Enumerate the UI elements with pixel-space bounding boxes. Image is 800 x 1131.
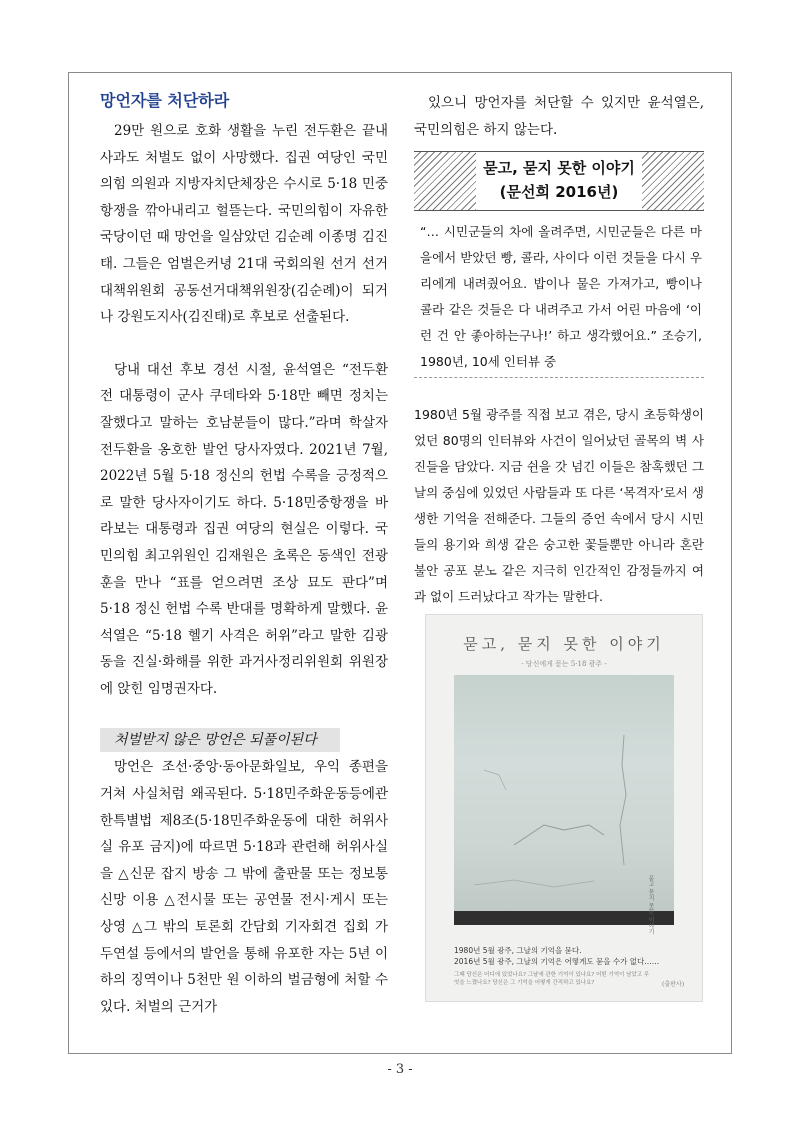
cover-small-text: 그때 당신은 어디에 있었나요? 그날에 관한 기억이 있나요? 어떤 기억이 남았고 무엇을 느꼈나요? 당신은 그 기억을 어떻게 간직하고 있나요? bbox=[454, 972, 650, 986]
ground-strip bbox=[454, 911, 674, 925]
book-title-main: 묻고, 묻지 못한 이야기 bbox=[483, 159, 635, 178]
cover-subtitle: - 당신에게 묻는 5·18 광주 - bbox=[521, 660, 607, 668]
subtitle: 처벌받지 않은 망언은 되풀이된다 bbox=[100, 728, 340, 752]
paragraph-3: 망언은 조선·중앙·동아문화일보, 우익 종편을 거쳐 사실처럼 왜곡된다. 5·18민주화운동등에관한특별법 제8조(5·18민주화운동에 대한 허위사실 유포 금지)에 따르면 5·18과 관련해 허위사실을 △신문 잡지 방송 그 밖에 출판물 또는 정보통신망 이용 △전시물 또는 공연물 전시·게시 또는 상영 △그 밖의 토론회 간담회 기자회견 집회 가두연설 등에서의 발언을 통해 유포한 자는 5년 이하의 징역이나 5천만 원 이하의 벌금형에 처할 수 있다. 처벌의 근거가 bbox=[100, 759, 388, 1015]
cover-publisher: (출판사) bbox=[662, 981, 685, 988]
page-number: - 3 - bbox=[387, 1062, 413, 1077]
quote-block bbox=[414, 219, 704, 378]
paragraph-1: 29만 원으로 호화 생활을 누린 전두환은 끝내 사과도 처벌도 없이 사망했다. 집권 여당인 국민의힘 의원과 지방자치단체장은 수시로 5·18 민중항쟁을 깎아내리고 헐뜯는다. 국민의힘이 자유한국당이던 때 망언을 일삼았던 김순례 이종명 김진태. 그들은 엄벌은커녕 21대 국회의원 선거 선거대책위원회 공동선거대책위원장(김순례)이 되거나 강원도지사(김진태)로 후보로 선출된다. bbox=[100, 123, 388, 326]
book-cover-image bbox=[425, 614, 703, 1002]
paragraph-2: 당내 대선 후보 경선 시절, 윤석열은 “전두환 전 대통령이 군사 쿠데타와 5·18만 빼면 정치는 잘했다고 말하는 호남분들이 많다.”라며 학살자 전두환을 옹호한 발언 당사자였다. 2021년 7월, 2022년 5월 5·18 정신의 헌법 수록을 긍정적으로 말한 당사자이기도 하다. 5·18민중항쟁을 바라보는 대통령과 집권 여당의 현실은 이렇다. 국민의힘 최고위원인 김재원은 초록은 동색인 전광훈을 만나 “표를 얻으려면 조상 묘도 판다”며 5·18 정신 헌법 수록 반대를 명확하게 말했다. 윤석열은 “5·18 헬기 사격은 허위”라고 말한 김광동을 진실·화해를 위한 과거사정리위원회 위원장에 앉힌 임명권자다. bbox=[100, 361, 388, 697]
hatch-pattern-right bbox=[642, 152, 704, 210]
hatch-pattern-left bbox=[414, 152, 476, 210]
wall-crack-lines bbox=[454, 675, 674, 925]
continuation-paragraph: 있으니 망언자를 처단할 수 있지만 윤석열은, 국민의힘은 하지 않는다. bbox=[414, 95, 704, 138]
right-column bbox=[414, 90, 704, 610]
section-title: 망언자를 처단하라 bbox=[100, 91, 230, 110]
left-column bbox=[100, 90, 388, 1020]
book-description: 1980년 5월 광주를 직접 보고 겪은, 당시 초등학생이었던 80명의 인터뷰와 사건이 일어났던 골목의 벽 사진들을 담았다. 지금 쉰을 갓 넘긴 이들은 참혹했던 그날의 중심에 있었던 사람들과 또 다른 ‘목격자’로서 생생한 기억을 전해준다. 그들의 증언 속에서 당시 시민들의 용기와 희생 같은 숭고한 꽃들뿐만 아니라 혼란 불안 공포 분노 같은 지극히 인간적인 감정들까지 여과 없이 드러났다고 작가는 말한다. bbox=[414, 407, 704, 605]
cover-spine-text: 묻고 묻지 못한 이야기 bbox=[647, 875, 654, 935]
book-title-box bbox=[414, 151, 704, 211]
cover-title: 묻고, 묻지 못한 이야기 bbox=[463, 635, 665, 653]
interview-quote: “… 시민군들의 차에 올려주면, 시민군들은 다른 마을에서 받았던 빵, 콜라, 사이다 이런 것들을 다시 우리에게 내려줬어요. 밥이나 물은 가져가고, 빵이나 콜라 같은 것들은 다 내려주고 가서 어린 마음에 ‘이런 건 안 좋아하는구나!’ 하고 생각했어요.” 조승기, 1980년, 10세 인터뷰 중 bbox=[420, 224, 702, 370]
book-title-author: (문선희 2016년) bbox=[499, 183, 619, 202]
cover-blurb-line-2: 2016년 5월 광주, 그날의 기억은 어떻게도 묻을 수가 없다…… bbox=[454, 957, 660, 966]
book-title bbox=[476, 156, 642, 204]
cover-blurb-line-1: 1980년 5월 광주, 그날의 기억을 묻다. bbox=[454, 946, 582, 955]
cover-blurb bbox=[454, 945, 684, 967]
